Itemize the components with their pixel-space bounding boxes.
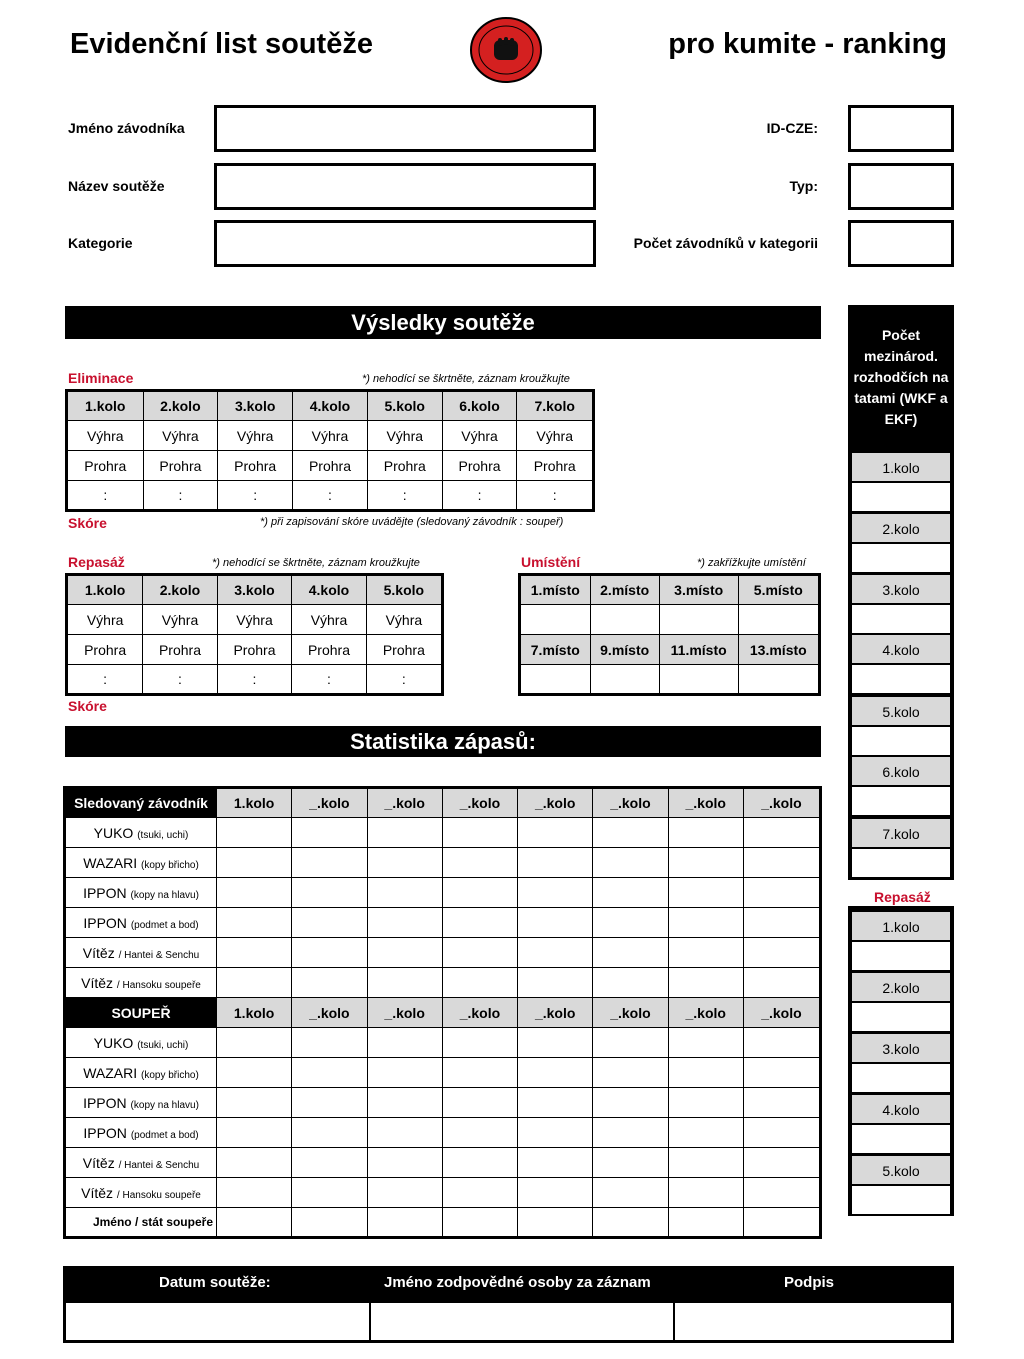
tracked-stat-cell[interactable] (217, 848, 292, 878)
competition-label: Název soutěže (68, 178, 165, 194)
elim-score[interactable]: : (517, 481, 594, 511)
repechage-table (65, 573, 444, 696)
opponent-stat-cell[interactable] (442, 1028, 517, 1058)
tracked-stat-cell[interactable] (367, 968, 442, 998)
opponent-stat-cell[interactable] (668, 1058, 743, 1088)
category-field[interactable] (214, 220, 596, 267)
stat-note: / Hantei & Senchu (118, 1159, 200, 1171)
tracked-stat-cell[interactable] (217, 938, 292, 968)
stats-col-header: _.kolo (518, 788, 593, 818)
signature-label: Podpis (784, 1274, 835, 1291)
tracked-stat-cell[interactable] (668, 938, 743, 968)
opponent-stat-cell[interactable] (518, 1178, 593, 1208)
opponent-stat-cell[interactable] (442, 1088, 517, 1118)
rep-score-label: Skóre (68, 698, 107, 714)
stat-name: Vítěz (81, 974, 114, 991)
tracked-stat-cell[interactable] (668, 968, 743, 998)
opponent-stat-cell[interactable] (442, 1178, 517, 1208)
place-1: 1.místo (520, 575, 591, 605)
tracked-stat-label (65, 818, 217, 848)
tracked-stat-cell[interactable] (668, 908, 743, 938)
rep-round-4: 4.kolo (292, 575, 367, 605)
opponent-stat-cell[interactable] (668, 1148, 743, 1178)
opponent-stat-cell[interactable] (217, 1088, 292, 1118)
opponent-name-cell[interactable] (518, 1208, 593, 1238)
tracked-stat-label (65, 968, 217, 998)
elim-win[interactable]: Výhra (218, 421, 293, 451)
stats-table (63, 786, 822, 1239)
tracked-stat-cell[interactable] (292, 968, 367, 998)
tracked-stat-cell[interactable] (518, 848, 593, 878)
tracked-stat-cell[interactable] (442, 968, 517, 998)
rep-win[interactable]: Výhra (143, 605, 218, 635)
tracked-stat-cell[interactable] (442, 878, 517, 908)
footer-fields (63, 1300, 954, 1343)
repechage-note: *) nehodící se škrtněte, záznam kroužkujte (212, 557, 420, 569)
opponent-stat-cell[interactable] (743, 1148, 820, 1178)
tracked-stat-label (65, 878, 217, 908)
rep-win[interactable]: Výhra (67, 605, 143, 635)
tracked-stat-cell[interactable] (743, 878, 820, 908)
referee-count-field[interactable] (852, 787, 950, 815)
elim-round-2: 2.kolo (143, 391, 218, 421)
place-2: 2.místo (590, 575, 659, 605)
tracked-stat-cell[interactable] (743, 968, 820, 998)
place-13: 13.místo (738, 635, 819, 665)
tracked-stat-cell[interactable] (743, 938, 820, 968)
place-7: 7.místo (520, 635, 591, 665)
place-checkbox[interactable] (590, 665, 659, 695)
opponent-name-label: Jméno / stát soupeře (65, 1208, 217, 1238)
stat-name: WAZARI (83, 854, 138, 871)
elim-loss[interactable]: Prohra (67, 451, 144, 481)
stats-col-header: _.kolo (367, 998, 442, 1028)
referee-count-field[interactable] (852, 483, 950, 511)
tracked-stat-cell[interactable] (292, 908, 367, 938)
footer-bar (63, 1266, 954, 1302)
opponent-stat-cell[interactable] (593, 1058, 668, 1088)
opponent-stat-cell[interactable] (367, 1118, 442, 1148)
rep-score[interactable]: : (217, 665, 292, 695)
tracked-stat-cell[interactable] (442, 908, 517, 938)
elim-win[interactable]: Výhra (143, 421, 218, 451)
stat-note: (kopy na hlavu) (130, 1099, 199, 1111)
tracked-stat-cell[interactable] (292, 818, 367, 848)
opponent-stat-cell[interactable] (518, 1118, 593, 1148)
opponent-stat-cell[interactable] (367, 1178, 442, 1208)
stat-name: YUKO (93, 1034, 134, 1051)
rep-loss[interactable]: Prohra (217, 635, 292, 665)
opponent-stat-cell[interactable] (442, 1118, 517, 1148)
opponent-stat-cell[interactable] (292, 1118, 367, 1148)
stat-name: Vítěz (81, 1184, 114, 1201)
stats-col-header: _.kolo (518, 998, 593, 1028)
elim-score[interactable]: : (293, 481, 368, 511)
competition-field[interactable] (214, 163, 596, 210)
opponent-stat-cell[interactable] (367, 1058, 442, 1088)
rep-win[interactable]: Výhra (366, 605, 442, 635)
stat-name: YUKO (93, 824, 134, 841)
referee-rep-round-label: 3.kolo (852, 1034, 950, 1062)
rep-round-2: 2.kolo (143, 575, 218, 605)
stat-name: Vítěz (82, 944, 115, 961)
tracked-stat-cell[interactable] (518, 818, 593, 848)
stat-name: WAZARI (83, 1064, 138, 1081)
opponent-stat-cell[interactable] (743, 1028, 820, 1058)
opponent-stat-label (65, 1028, 217, 1058)
category-label: Kategorie (68, 235, 133, 251)
type-label: Typ: (789, 178, 818, 194)
opponent-stat-cell[interactable] (217, 1118, 292, 1148)
stat-note: (podmet a bod) (130, 919, 199, 931)
referee-rep-round-label: 5.kolo (852, 1156, 950, 1184)
opponent-stat-cell[interactable] (743, 1118, 820, 1148)
elim-score[interactable]: : (67, 481, 144, 511)
side-repechage-label: Repasáž (874, 889, 931, 905)
rep-round-5: 5.kolo (366, 575, 442, 605)
opponent-header: SOUPEŘ (65, 998, 217, 1028)
stat-name: IPPON (83, 1124, 127, 1141)
referee-round-label: 6.kolo (852, 757, 950, 785)
elim-score[interactable]: : (143, 481, 218, 511)
place-checkbox[interactable] (659, 665, 738, 695)
elim-round-3: 3.kolo (218, 391, 293, 421)
tracked-stat-cell[interactable] (743, 818, 820, 848)
tracked-stat-cell[interactable] (743, 848, 820, 878)
referee-rep-count-field[interactable] (852, 1125, 950, 1153)
tracked-stat-cell[interactable] (442, 818, 517, 848)
opponent-stat-label (65, 1148, 217, 1178)
rep-round-1: 1.kolo (67, 575, 143, 605)
elim-round-7: 7.kolo (517, 391, 594, 421)
stats-title: Statistika zápasů: (65, 726, 821, 757)
rep-loss[interactable]: Prohra (366, 635, 442, 665)
opponent-stat-cell[interactable] (593, 1118, 668, 1148)
opponent-stat-cell[interactable] (518, 1028, 593, 1058)
referee-rep-count-field[interactable] (852, 942, 950, 970)
stat-name: IPPON (83, 914, 127, 931)
repechage-label: Repasáž (68, 554, 125, 570)
place-5: 5.místo (738, 575, 819, 605)
rep-score[interactable]: : (67, 665, 143, 695)
tracked-stat-cell[interactable] (593, 938, 668, 968)
place-checkbox[interactable] (738, 665, 819, 695)
elimination-table (65, 389, 595, 512)
referee-rep-round-label: 4.kolo (852, 1095, 950, 1123)
count-field[interactable] (848, 220, 954, 267)
place-checkbox[interactable] (738, 605, 819, 635)
placement-note: *) zakřížkujte umístění (697, 557, 806, 569)
tracked-stat-cell[interactable] (217, 878, 292, 908)
responsible-person-field[interactable] (371, 1303, 675, 1340)
referee-rep-count-field[interactable] (852, 1064, 950, 1092)
elim-score[interactable]: : (367, 481, 442, 511)
opponent-stat-label (65, 1178, 217, 1208)
referee-round-label: 5.kolo (852, 697, 950, 725)
opponent-stat-cell[interactable] (518, 1058, 593, 1088)
elim-score[interactable]: : (218, 481, 293, 511)
stats-col-header: _.kolo (743, 788, 820, 818)
id-field[interactable] (848, 105, 954, 152)
elim-loss[interactable]: Prohra (143, 451, 218, 481)
name-field[interactable] (214, 105, 596, 152)
date-field[interactable] (66, 1303, 371, 1340)
tracked-stat-cell[interactable] (593, 908, 668, 938)
tracked-stat-cell[interactable] (593, 878, 668, 908)
referee-count-field[interactable] (852, 849, 950, 877)
stats-col-header: _.kolo (292, 788, 367, 818)
stat-note: / Hansoku soupeře (116, 1189, 201, 1201)
elim-score[interactable]: : (442, 481, 517, 511)
rep-loss[interactable]: Prohra (67, 635, 143, 665)
date-label: Datum soutěže: (159, 1274, 271, 1291)
stats-col-header: _.kolo (367, 788, 442, 818)
stat-note: (kopy břicho) (141, 1069, 199, 1081)
rep-win[interactable]: Výhra (292, 605, 367, 635)
tracked-stat-cell[interactable] (518, 908, 593, 938)
opponent-name-cell[interactable] (367, 1208, 442, 1238)
tracked-stat-cell[interactable] (668, 848, 743, 878)
rep-score[interactable]: : (366, 665, 442, 695)
referee-count-field[interactable] (852, 665, 950, 693)
elim-win[interactable]: Výhra (67, 421, 144, 451)
opponent-stat-cell[interactable] (367, 1088, 442, 1118)
place-checkbox[interactable] (520, 665, 591, 695)
stats-col-header: 1.kolo (217, 998, 292, 1028)
opponent-stat-cell[interactable] (292, 1178, 367, 1208)
opponent-name-cell[interactable] (743, 1208, 820, 1238)
tracked-stat-label (65, 908, 217, 938)
elim-loss[interactable]: Prohra (218, 451, 293, 481)
referee-count-field[interactable] (852, 544, 950, 572)
opponent-stat-cell[interactable] (518, 1148, 593, 1178)
tracked-stat-cell[interactable] (217, 968, 292, 998)
opponent-stat-cell[interactable] (743, 1058, 820, 1088)
referee-count-field[interactable] (852, 605, 950, 633)
stats-col-header: _.kolo (668, 998, 743, 1028)
opponent-stat-cell[interactable] (217, 1028, 292, 1058)
elim-win[interactable]: Výhra (517, 421, 594, 451)
stat-name: Vítěz (82, 1154, 115, 1171)
tracked-stat-cell[interactable] (518, 968, 593, 998)
stat-note: (tsuki, uchi) (137, 829, 189, 841)
placement-table (518, 573, 821, 696)
rep-score[interactable]: : (143, 665, 218, 695)
stats-col-header: _.kolo (593, 998, 668, 1028)
results-title: Výsledky soutěže (65, 306, 821, 339)
count-label: Počet závodníků v kategorii (633, 235, 818, 251)
place-checkbox[interactable] (520, 605, 591, 635)
tracked-stat-cell[interactable] (518, 938, 593, 968)
opponent-stat-cell[interactable] (292, 1058, 367, 1088)
tracked-stat-cell[interactable] (367, 818, 442, 848)
stat-note: (kopy břicho) (141, 859, 199, 871)
elim-round-5: 5.kolo (367, 391, 442, 421)
rep-score[interactable]: : (292, 665, 367, 695)
opponent-stat-cell[interactable] (367, 1148, 442, 1178)
opponent-stat-cell[interactable] (593, 1178, 668, 1208)
referee-round-label: 7.kolo (852, 819, 950, 847)
place-11: 11.místo (659, 635, 738, 665)
elim-win[interactable]: Výhra (442, 421, 517, 451)
referees-heading: Počet mezinárod. rozhodčích na tatami (WKF a EKF) (853, 327, 949, 427)
opponent-stat-cell[interactable] (292, 1028, 367, 1058)
referee-rep-round-label: 2.kolo (852, 973, 950, 1001)
place-3: 3.místo (659, 575, 738, 605)
opponent-stat-cell[interactable] (292, 1148, 367, 1178)
elim-round-4: 4.kolo (293, 391, 368, 421)
tracked-stat-cell[interactable] (442, 938, 517, 968)
opponent-stat-cell[interactable] (367, 1028, 442, 1058)
stat-note: (kopy na hlavu) (130, 889, 199, 901)
opponent-stat-cell[interactable] (593, 1148, 668, 1178)
tracked-stat-cell[interactable] (743, 908, 820, 938)
logo (468, 16, 544, 84)
opponent-stat-cell[interactable] (292, 1088, 367, 1118)
opponent-stat-cell[interactable] (593, 1088, 668, 1118)
tracked-stat-cell[interactable] (217, 818, 292, 848)
referee-round-label: 4.kolo (852, 635, 950, 663)
stats-col-header: _.kolo (593, 788, 668, 818)
opponent-stat-cell[interactable] (518, 1088, 593, 1118)
rep-win[interactable]: Výhra (217, 605, 292, 635)
referee-round-label: 1.kolo (852, 453, 950, 481)
elimination-label: Eliminace (68, 370, 134, 386)
referee-round-label: 2.kolo (852, 514, 950, 542)
tracked-stat-cell[interactable] (668, 878, 743, 908)
elimination-note: *) nehodící se škrtněte, záznam kroužkujte (362, 373, 570, 385)
tracked-stat-cell[interactable] (367, 938, 442, 968)
opponent-name-cell[interactable] (593, 1208, 668, 1238)
tracked-stat-label (65, 848, 217, 878)
opponent-stat-cell[interactable] (668, 1178, 743, 1208)
opponent-stat-label (65, 1058, 217, 1088)
elim-round-6: 6.kolo (442, 391, 517, 421)
opponent-stat-cell[interactable] (217, 1148, 292, 1178)
stats-col-header: 1.kolo (217, 788, 292, 818)
name-label: Jméno závodníka (68, 120, 185, 136)
stats-col-header: _.kolo (442, 788, 517, 818)
referee-rep-count-field[interactable] (852, 1186, 950, 1214)
opponent-stat-cell[interactable] (593, 1028, 668, 1058)
elim-loss[interactable]: Prohra (517, 451, 594, 481)
rep-loss[interactable]: Prohra (143, 635, 218, 665)
tracked-stat-label (65, 938, 217, 968)
opponent-stat-cell[interactable] (743, 1088, 820, 1118)
opponent-name-cell[interactable] (292, 1208, 367, 1238)
referee-rep-round-label: 1.kolo (852, 912, 950, 940)
responsible-person-label: Jméno zodpovědné osoby za záznam (384, 1274, 651, 1291)
opponent-name-cell[interactable] (217, 1208, 292, 1238)
page-subtitle: pro kumite - ranking (668, 28, 947, 60)
rep-loss[interactable]: Prohra (292, 635, 367, 665)
place-checkbox[interactable] (590, 605, 659, 635)
tracked-stat-cell[interactable] (367, 848, 442, 878)
stat-note: / Hansoku soupeře (116, 979, 201, 991)
stat-name: IPPON (83, 1094, 127, 1111)
tracked-stat-cell[interactable] (442, 848, 517, 878)
stats-col-header: _.kolo (442, 998, 517, 1028)
page-title: Evidenční list soutěže (70, 28, 373, 60)
stats-col-header: _.kolo (292, 998, 367, 1028)
elim-loss[interactable]: Prohra (367, 451, 442, 481)
referee-count-field[interactable] (852, 727, 950, 755)
opponent-stat-cell[interactable] (743, 1178, 820, 1208)
stat-note: (podmet a bod) (130, 1129, 199, 1141)
elim-loss[interactable]: Prohra (442, 451, 517, 481)
signature-field[interactable] (675, 1303, 951, 1340)
opponent-stat-cell[interactable] (442, 1058, 517, 1088)
tracked-stat-cell[interactable] (292, 878, 367, 908)
opponent-stat-cell[interactable] (442, 1148, 517, 1178)
tracked-stat-cell[interactable] (593, 968, 668, 998)
opponent-stat-cell[interactable] (217, 1178, 292, 1208)
tracked-stat-cell[interactable] (367, 878, 442, 908)
opponent-name-cell[interactable] (442, 1208, 517, 1238)
type-field[interactable] (848, 163, 954, 210)
tracked-stat-cell[interactable] (367, 908, 442, 938)
placement-label: Umístění (521, 554, 581, 570)
opponent-stat-label (65, 1088, 217, 1118)
tracked-stat-cell[interactable] (593, 848, 668, 878)
stat-note: / Hantei & Senchu (118, 949, 200, 961)
id-label: ID-CZE: (766, 120, 818, 136)
stats-col-header: _.kolo (743, 998, 820, 1028)
rep-round-3: 3.kolo (217, 575, 292, 605)
opponent-stat-cell[interactable] (217, 1058, 292, 1088)
tracked-stat-cell[interactable] (292, 848, 367, 878)
place-9: 9.místo (590, 635, 659, 665)
elim-round-1: 1.kolo (67, 391, 144, 421)
tracked-stat-cell[interactable] (292, 938, 367, 968)
elim-win[interactable]: Výhra (367, 421, 442, 451)
stat-name: IPPON (83, 884, 127, 901)
tracked-stat-cell[interactable] (217, 908, 292, 938)
stat-note: (tsuki, uchi) (137, 1039, 189, 1051)
place-checkbox[interactable] (659, 605, 738, 635)
elim-loss[interactable]: Prohra (293, 451, 368, 481)
tracked-stat-cell[interactable] (668, 818, 743, 848)
opponent-stat-cell[interactable] (668, 1118, 743, 1148)
opponent-name-cell[interactable] (668, 1208, 743, 1238)
score-note: *) při zapisování skóre uvádějte (sledovaný závodník : soupeř) (260, 516, 564, 528)
elim-score-label: Skóre (68, 515, 107, 531)
referee-rep-count-field[interactable] (852, 1003, 950, 1031)
tracked-athlete-header: Sledovaný závodník (65, 788, 217, 818)
tracked-stat-cell[interactable] (518, 878, 593, 908)
referee-round-label: 3.kolo (852, 575, 950, 603)
tracked-stat-cell[interactable] (593, 818, 668, 848)
opponent-stat-cell[interactable] (668, 1088, 743, 1118)
stats-col-header: _.kolo (668, 788, 743, 818)
opponent-stat-cell[interactable] (668, 1028, 743, 1058)
opponent-stat-label (65, 1118, 217, 1148)
elim-win[interactable]: Výhra (293, 421, 368, 451)
